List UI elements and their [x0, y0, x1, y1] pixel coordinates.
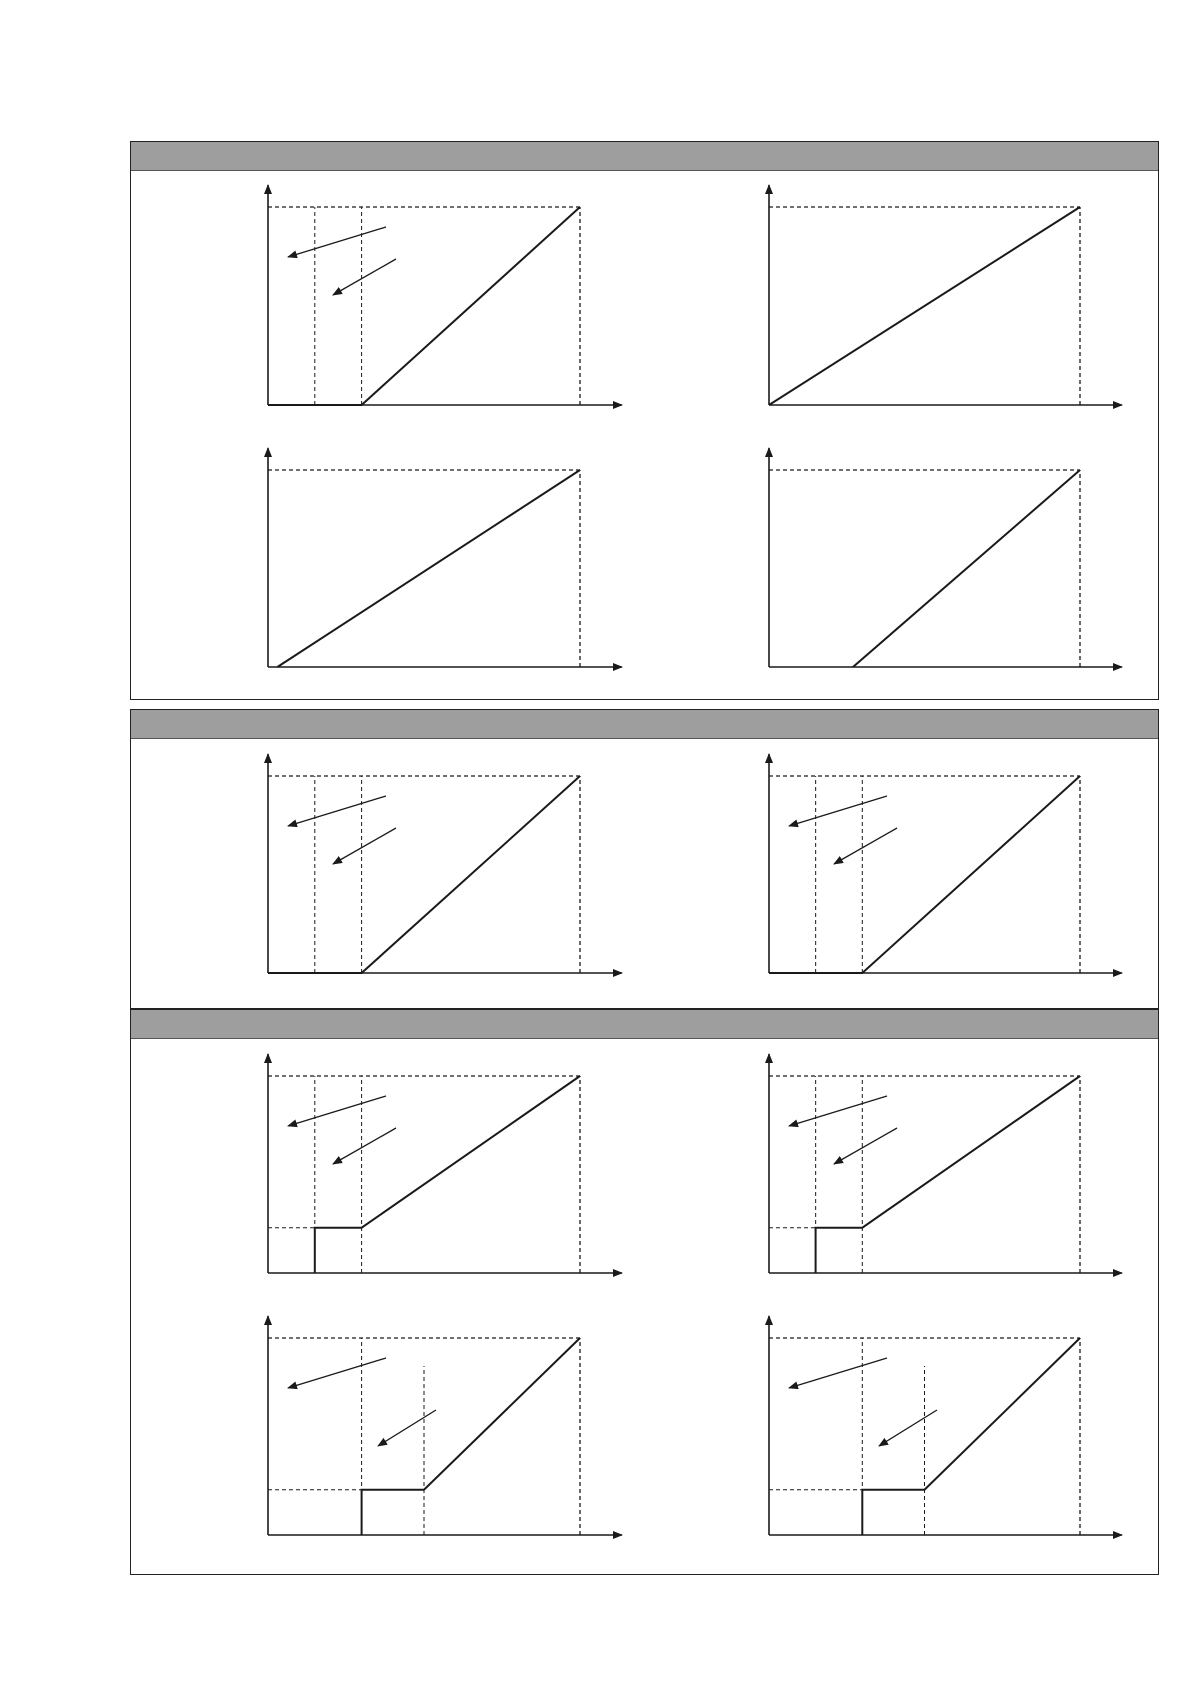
- chart-10-arrow-2: [879, 1410, 937, 1446]
- chart-1-arrow-1: [288, 227, 386, 257]
- chart-9-arrow-2: [378, 1410, 436, 1446]
- chart-5-arrow-2: [333, 828, 396, 864]
- chart-5-arrow-1: [288, 796, 386, 826]
- chart-6-arrow-1: [789, 796, 887, 826]
- chart-3-series-line: [277, 470, 580, 667]
- chart-7-arrow-2: [333, 1128, 396, 1164]
- chart-8-arrow-1: [789, 1096, 887, 1126]
- chart-6-arrow-2: [834, 828, 897, 864]
- chart-9-arrow-1: [288, 1358, 386, 1388]
- chart-10-arrow-1: [789, 1358, 887, 1388]
- chart-2-series-line: [769, 207, 1080, 405]
- chart-4-series-line: [853, 470, 1080, 667]
- chart-7-arrow-1: [288, 1096, 386, 1126]
- chart-1-arrow-2: [333, 259, 396, 295]
- chart-8-arrow-2: [834, 1128, 897, 1164]
